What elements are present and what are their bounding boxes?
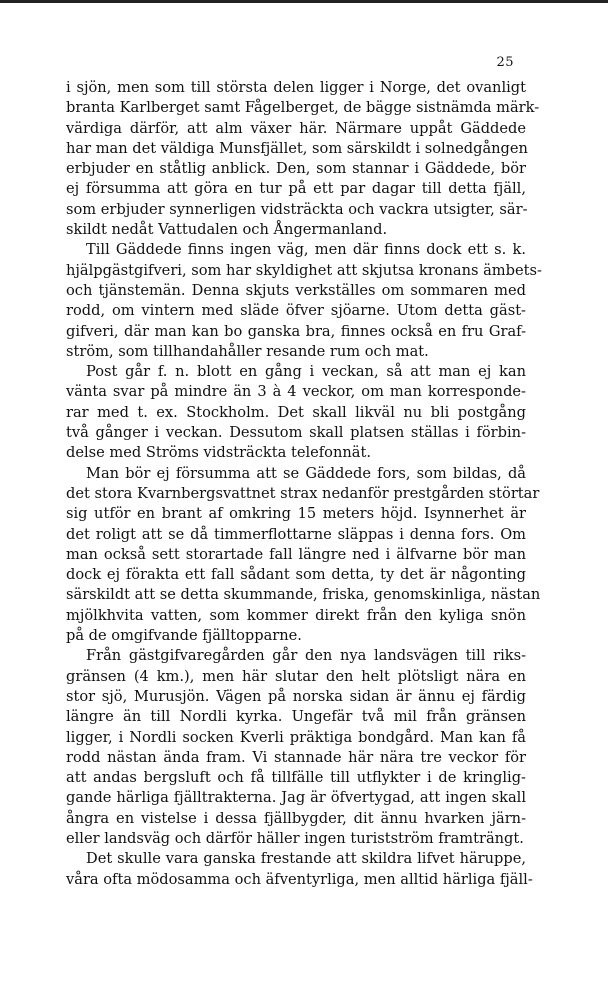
text-line: skildt nedåt Vattudalen och Ångermanland. [66, 221, 388, 239]
text-line: Från gästgifvaregården går den nya landsvägen till riks- [86, 647, 526, 665]
text-line: rodd, om vintern med släde öfver sjöarne. Utom detta gäst- [66, 302, 526, 320]
text-line: vänta svar på mindre än 3 à 4 veckor, om man korresponde- [66, 383, 526, 401]
text-line: och tjänstemän. Denna skjuts verkställes om sommaren med [66, 281, 526, 299]
text-line: Det skulle vara ganska frestande att skildra lifvet häruppe, [86, 850, 526, 868]
text-line: delse med Ströms vidsträckta telefonnät. [66, 444, 371, 462]
text-line: Man bör ej försumma att se Gäddede fors, som bildas, då [86, 464, 526, 482]
text-line: mjölkhvita vatten, som kommer direkt från den kyliga snön [66, 606, 526, 624]
text-line: våra ofta mödosamma och äfventyrliga, men alltid härliga fjäll- [66, 870, 533, 888]
text-line: ej försumma att göra en tur på ett par dagar till detta fjäll, [66, 180, 526, 198]
text-line: man också sett storartade fall längre ned i älfvarne bör man [66, 545, 526, 563]
text-line: på de omgifvande fjälltopparne. [66, 627, 302, 645]
text-line: som erbjuder synnerligen vidsträckta och vackra utsigter, sär- [66, 200, 528, 218]
text-line: rar med t. ex. Stockholm. Det skall likväl nu bli postgång [66, 403, 526, 421]
text-line: värdiga därför, att alm växer här. Närmare uppåt Gäddede [66, 119, 526, 137]
text-line: stor sjö, Murusjön. Vägen på norska sidan är ännu ej färdig [66, 687, 526, 705]
text-line: dock ej förakta ett fall sådant som detta, ty det är någonting [66, 566, 526, 584]
text-line: har man det väldiga Munsfjället, som särskildt i solnedgången [66, 139, 528, 157]
text-line: gifveri, där man kan bo ganska bra, finnes också en fru Graf- [66, 322, 526, 340]
text-line: ångra en vistelse i dessa fjällbygder, dit ännu hvarken järn- [66, 809, 526, 827]
text-line: i sjön, men som till största delen ligger i Norge, det ovanligt [66, 79, 526, 96]
text-line: eller landsväg och därför häller ingen turistström framträngt. [66, 829, 524, 847]
body-text [66, 78, 542, 890]
text-line: erbjuder en ståtlig anblick. Den, som stannar i Gäddede, bör [66, 160, 526, 178]
text-line: Till Gäddede finns ingen väg, men där finns dock ett s. k. [86, 241, 526, 259]
text-line: ligger, i Nordli socken Kverli präktiga bondgård. Man kan få [66, 728, 526, 746]
page-number: 25 [496, 55, 514, 70]
text-line: gränsen (4 km.), men här slutar den helt plötsligt nära en [66, 667, 526, 685]
text-line: två gånger i veckan. Dessutom skall platsen ställas i förbin- [66, 424, 526, 442]
text-line: Post går f. n. blott en gång i veckan, så att man ej kan [86, 363, 526, 381]
text-line: branta Karlberget samt Fågelberget, de bägge sistnämda märk- [66, 99, 540, 117]
text-line: det roligt att se då timmerflottarne släppas i denna fors. Om [66, 525, 526, 543]
top-border-rule [0, 0, 608, 3]
text-line: särskildt att se detta skummande, friska, genomskinliga, nästan [66, 586, 541, 604]
text-line: hjälpgästgifveri, som har skyldighet att skjutsa kronans ämbets- [66, 261, 542, 279]
text-line: att andas bergsluft och få tillfälle till utflykter i de kringlig- [66, 769, 526, 787]
text-line: gande härliga fjälltrakterna. Jag är öfvertygad, att ingen skall [66, 789, 526, 807]
text-line: ström, som tillhandahåller resande rum och mat. [66, 342, 429, 360]
text-line: sig utför en brant af omkring 15 meters höjd. Isynnerhet är [66, 505, 526, 523]
text-line: det stora Kvarnbergsvattnet strax nedanför prestgården störtar [66, 484, 540, 502]
text-line: rodd nästan ända fram. Vi stannade här nära tre veckor för [66, 748, 526, 766]
text-line: längre än till Nordli kyrka. Ungefär två mil från gränsen [66, 708, 526, 726]
